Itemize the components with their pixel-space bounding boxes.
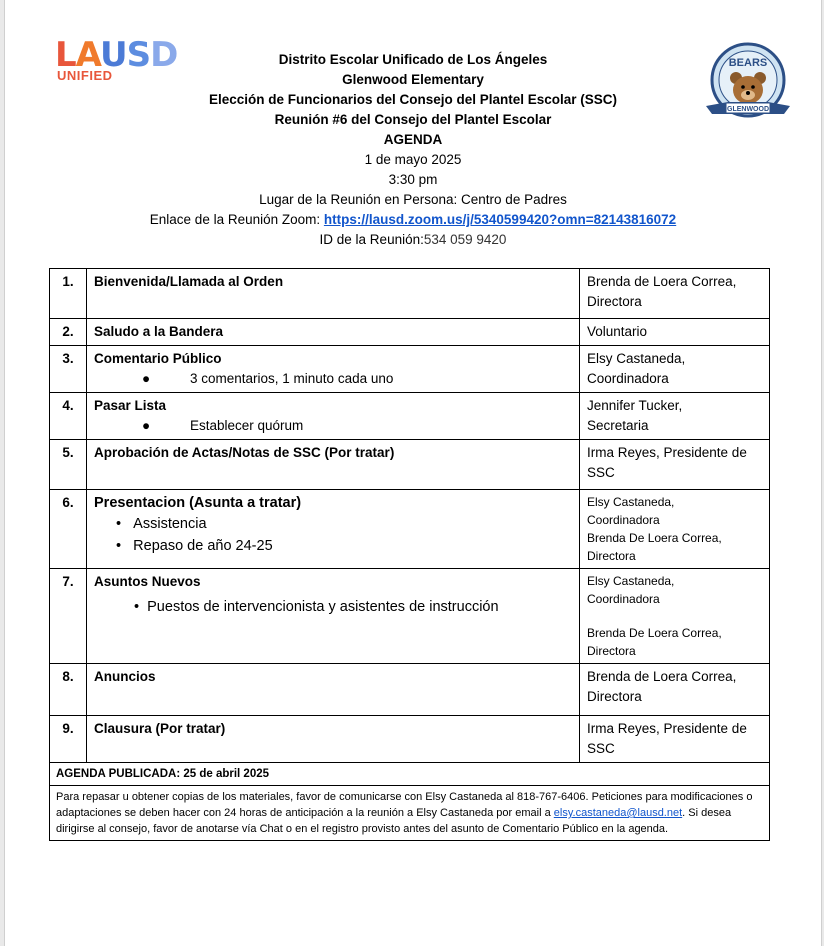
item-presenter: Brenda de Loera Correa, — [587, 669, 737, 684]
item-presenter-role: Directora — [587, 294, 642, 309]
item-presenter-role: SSC — [587, 741, 615, 756]
item-title: Clausura (Por tratar) — [94, 721, 226, 736]
item-bullet-text: Puestos de intervencionista y asistentes de instrucción — [147, 599, 499, 615]
table-row — [50, 716, 770, 763]
item-title: Asuntos Nuevos — [94, 574, 201, 589]
zoom-line — [5, 210, 821, 230]
meeting-id-value: 534 059 9420 — [423, 232, 507, 247]
logo-subtitle: UNIFIED — [57, 68, 113, 83]
item-title: Saludo a la Bandera — [94, 324, 224, 339]
item-presenter-role: Coordinadora — [587, 371, 669, 386]
item-number: 8. — [50, 664, 87, 716]
logo-letter: A — [75, 35, 100, 75]
meeting-location: Lugar de la Reunión en Persona: Centro de Padres — [259, 192, 567, 207]
table-row — [50, 346, 770, 393]
meeting-id-label: ID de la Reunión: — [319, 232, 424, 247]
item-presenter: Brenda De Loera Correa, — [587, 531, 722, 545]
item-presenter-role: Coordinadora — [587, 513, 660, 527]
item-title: Presentacion (Asunta a tratar) — [94, 495, 302, 511]
agenda-label: AGENDA — [383, 132, 443, 147]
footer-note — [50, 786, 770, 841]
email-link[interactable]: elsy.castaneda@lausd.net — [553, 807, 683, 819]
item-presenter: Voluntario — [587, 324, 648, 339]
school-name: Glenwood Elementary — [342, 72, 484, 87]
item-number: 1. — [50, 269, 87, 319]
item-number: 5. — [50, 440, 87, 490]
item-bullet: ● Establecer quórum — [142, 418, 304, 433]
item-presenter-role: Directora — [587, 549, 636, 563]
item-presenter-role: Directora — [587, 644, 636, 658]
meeting-title: Reunión #6 del Consejo del Plantel Escolar — [274, 112, 552, 127]
item-number: 2. — [50, 319, 87, 346]
svg-text:GLENWOOD: GLENWOOD — [727, 106, 769, 113]
table-row — [50, 490, 770, 569]
table-row — [50, 393, 770, 440]
published-date: AGENDA PUBLICADA: 25 de abril 2025 — [50, 763, 770, 786]
item-bullet-text: Assistencia — [133, 516, 207, 532]
meeting-time: 3:30 pm — [388, 172, 438, 187]
published-row — [50, 763, 770, 786]
item-presenter-role: Directora — [587, 689, 642, 704]
zoom-label: Enlace de la Reunión Zoom: — [149, 212, 324, 227]
item-bullet: • Repaso de año 24-25 — [116, 538, 273, 554]
item-number: 6. — [50, 490, 87, 569]
table-row — [50, 269, 770, 319]
meeting-date: 1 de mayo 2025 — [364, 152, 462, 167]
table-row — [50, 664, 770, 716]
item-presenter-role: Secretaria — [587, 418, 649, 433]
logo-letter: S — [126, 35, 151, 75]
item-title: Aprobación de Actas/Notas de SSC (Por tratar) — [94, 445, 395, 460]
item-number: 7. — [50, 569, 87, 664]
item-bullet-text: 3 comentarios, 1 minuto cada uno — [190, 371, 394, 386]
item-bullet: • Puestos de intervencionista y asistentes de instrucción — [134, 599, 499, 615]
item-presenter: Elsy Castaneda, — [587, 351, 686, 366]
document-page — [4, 0, 822, 946]
item-number: 4. — [50, 393, 87, 440]
item-presenter: Brenda De Loera Correa, — [587, 626, 722, 640]
item-bullet: • Assistencia — [116, 516, 207, 532]
district-name: Distrito Escolar Unificado de Los Ángeles — [278, 52, 548, 67]
table-row — [50, 569, 770, 664]
agenda-header — [5, 50, 821, 250]
item-presenter: Elsy Castaneda, — [587, 495, 675, 509]
item-title: Comentario Público — [94, 351, 222, 366]
footer-text: Para repasar u obtener copias de los materiales, favor de comunicarse con Elsy Castaneda al 818-767-6406. Peticiones para modificaciones o adaptaciones se deben hacer con 24 horas de anticipación a la reunión a Elsy Castaneda por email a — [56, 791, 753, 819]
footer-text: . Si desea dirigirse al consejo, favor de anotarse vía Chat o en el registro provisto antes del asunto de Comentario Público en la agenda. — [56, 807, 732, 835]
logo-letter: U — [99, 35, 127, 75]
item-presenter-role: Coordinadora — [587, 592, 660, 606]
item-presenter-role: SSC — [587, 465, 615, 480]
item-title: Anuncios — [94, 669, 156, 684]
footer-row — [50, 786, 770, 841]
zoom-link[interactable]: https://lausd.zoom.us/j/5340599420?omn=82143816072 — [323, 212, 677, 227]
svg-text:BEARS: BEARS — [728, 57, 768, 69]
item-title: Bienvenida/Llamada al Orden — [94, 274, 284, 289]
table-row — [50, 440, 770, 490]
item-presenter: Elsy Castaneda, — [587, 574, 675, 588]
item-bullet-text: Establecer quórum — [190, 418, 304, 433]
item-number: 3. — [50, 346, 87, 393]
agenda-table — [49, 268, 770, 841]
item-presenter: Irma Reyes, Presidente de — [587, 445, 747, 460]
item-bullet: ● 3 comentarios, 1 minuto cada uno — [142, 371, 394, 386]
item-presenter: Brenda de Loera Correa, — [587, 274, 737, 289]
item-bullet-text: Repaso de año 24-25 — [133, 538, 273, 554]
logo-letter: L — [55, 35, 76, 75]
item-presenter: Jennifer Tucker, — [587, 398, 683, 413]
item-title: Pasar Lista — [94, 398, 167, 413]
item-number: 9. — [50, 716, 87, 763]
meeting-id-line — [5, 230, 821, 250]
item-presenter: Irma Reyes, Presidente de — [587, 721, 747, 736]
logo-letter: D — [150, 35, 178, 75]
election-title: Elección de Funcionarios del Consejo del Plantel Escolar (SSC) — [208, 92, 618, 107]
table-row — [50, 319, 770, 346]
